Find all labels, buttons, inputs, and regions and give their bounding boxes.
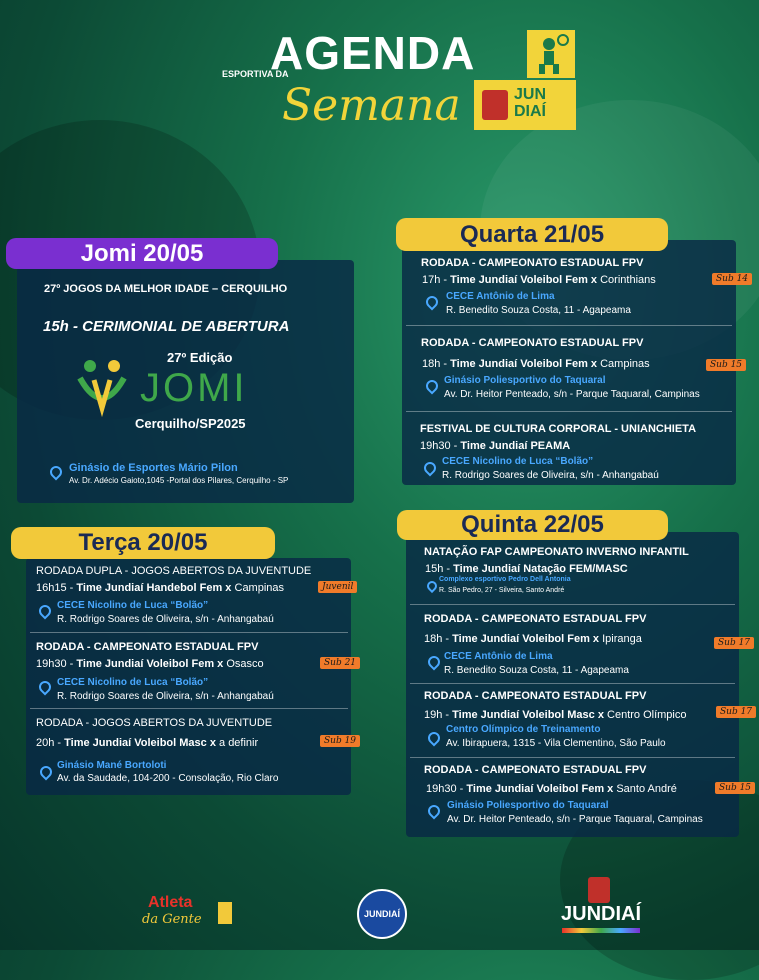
jomi-pill: Jomi 20/05 — [6, 238, 278, 269]
quinta-event-1-team: Time Jundiaí Natação FEM/MASC — [453, 563, 628, 575]
divider — [30, 708, 348, 709]
terca-event-1-opp: Campinas — [234, 582, 285, 594]
terca-event-1-title: RODADA DUPLA - JOGOS ABERTOS DA JUVENTUDE — [36, 565, 312, 577]
divider — [410, 604, 735, 605]
quarta-event-3-venue[interactable]: CECE Nicolino de Luca “Bolão” — [442, 456, 594, 467]
terca-event-2-venue[interactable]: CECE Nicolino de Luca “Bolão” — [57, 677, 209, 688]
quinta-event-2-time: 18h - — [424, 633, 450, 645]
quinta-event-2-venue[interactable]: CECE Antônio de Lima — [444, 651, 553, 662]
quarta-event-2-venue[interactable]: Ginásio Poliesportivo do Taquaral — [444, 375, 606, 386]
title-esportiva: ESPORTIVA DA — [222, 69, 289, 79]
jomi-event: 27º JOGOS DA MELHOR IDADE – CERQUILHO — [44, 283, 288, 295]
quinta-pill: Quinta 22/05 — [397, 510, 668, 540]
atleta-logo-sub: da Gente — [142, 912, 202, 927]
basketball-logo-icon — [527, 30, 575, 78]
quarta-event-1-venue[interactable]: CECE Antônio de Lima — [446, 291, 555, 302]
terca-event-3-team: Time Jundiaí Voleibol Masc x — [64, 737, 216, 749]
jundiai-brand: JUN DIAÍ — [514, 86, 547, 120]
jomi-address: Av. Dr. Adécio Gaioto,1045 -Portal dos Pilares, Cerquilho - SP — [69, 476, 289, 485]
quarta-event-3-team: Time Jundiaí PEAMA — [460, 440, 571, 452]
terca-pill: Terça 20/05 — [11, 527, 275, 559]
atleta-logo: Atleta — [148, 894, 193, 911]
terca-event-2-badge: Sub 21 — [320, 657, 360, 669]
divider — [406, 411, 732, 412]
terca-event-3-badge: Sub 19 — [320, 735, 360, 747]
quinta-event-2-address: R. Benedito Souza Costa, 11 - Agapeama — [444, 665, 629, 676]
quarta-event-2-opp: Campinas — [600, 358, 650, 370]
quarta-event-1-time: 17h - — [422, 274, 448, 286]
jomi-headline: 15h - CERIMONIAL DE ABERTURA — [43, 318, 290, 335]
quinta-event-4-address: Av. Dr. Heitor Penteado, s/n - Parque Taquaral, Campinas — [447, 814, 703, 825]
terca-event-1-team: Time Jundiaí Handebol Fem x — [76, 582, 232, 594]
quinta-event-4-venue[interactable]: Ginásio Poliesportivo do Taquaral — [447, 800, 609, 811]
quarta-event-3-address: R. Rodrigo Soares de Oliveira, s/n - Anhangabaú — [442, 470, 659, 481]
quarta-event-2-time: 18h - — [422, 358, 448, 370]
terca-event-2-team: Time Jundiaí Voleibol Fem x — [76, 658, 224, 670]
quarta-event-2-badge: Sub 15 — [706, 359, 746, 371]
jomi-logo-text: JOMI — [140, 366, 248, 410]
center-seal: JUNDIAÍ — [357, 889, 407, 939]
quarta-event-1-badge: Sub 14 — [712, 273, 752, 285]
quinta-event-3-title: RODADA - CAMPEONATO ESTADUAL FPV — [424, 690, 647, 702]
terca-event-1-venue[interactable]: CECE Nicolino de Luca “Bolão” — [57, 600, 209, 611]
divider — [30, 632, 348, 633]
quinta-event-3-venue[interactable]: Centro Olímpico de Treinamento — [446, 724, 601, 735]
jundiai-logo — [474, 80, 576, 130]
header — [0, 0, 759, 140]
quinta-event-3-address: Av. Ibirapuera, 1315 - Vila Clementino, São Paulo — [446, 738, 666, 749]
terca-event-3-time: 20h - — [36, 737, 62, 749]
quinta-event-4-team: Time Jundiaí Voleibol Fem x — [466, 783, 614, 795]
terca-event-2-opp: Osasco — [226, 658, 264, 670]
quarta-event-2-team: Time Jundiaí Voleibol Fem x — [450, 358, 598, 370]
terca-event-1-address: R. Rodrigo Soares de Oliveira, s/n - Anhangabaú — [57, 614, 274, 625]
jomi-logo-icon — [74, 358, 130, 418]
title-semana: Semana — [282, 80, 461, 131]
quarta-pill: Quarta 21/05 — [396, 218, 668, 251]
quinta-event-1-time: 15h - — [425, 563, 451, 575]
divider — [410, 757, 735, 758]
quinta-event-3-time: 19h - — [424, 709, 450, 721]
quinta-event-2-badge: Sub 17 — [714, 637, 754, 649]
quarta-event-2-title: RODADA - CAMPEONATO ESTADUAL FPV — [421, 337, 644, 349]
quinta-event-3-opp: Centro Olímpico — [607, 709, 687, 721]
quinta-event-2-opp: Ipiranga — [602, 633, 642, 645]
quinta-event-2-team: Time Jundiaí Voleibol Fem x — [452, 633, 600, 645]
terca-event-1-badge: Juvenil — [318, 581, 357, 593]
quinta-event-4-title: RODADA - CAMPEONATO ESTADUAL FPV — [424, 764, 647, 776]
quinta-event-4-opp: Santo André — [616, 783, 677, 795]
quinta-event-1-address: R. São Pedro, 27 - Silveira, Santo André — [439, 587, 565, 594]
quinta-event-4-badge: Sub 15 — [715, 782, 755, 794]
quarta-event-1-title: RODADA - CAMPEONATO ESTADUAL FPV — [421, 257, 644, 269]
quinta-event-3-team: Time Jundiaí Voleibol Masc x — [452, 709, 604, 721]
quinta-event-1-title: NATAÇÃO FAP CAMPEONATO INVERNO INFANTIL — [424, 546, 689, 558]
terca-event-3-address: Av. da Saudade, 104-200 - Consolação, Rio Claro — [57, 773, 279, 784]
terca-event-1-time: 16h15 - — [36, 582, 74, 594]
jomi-city: Cerquilho/SP2025 — [135, 416, 246, 431]
divider — [410, 683, 735, 684]
quinta-event-2-title: RODADA - CAMPEONATO ESTADUAL FPV — [424, 613, 647, 625]
terca-event-2-address: R. Rodrigo Soares de Oliveira, s/n - Anhangabaú — [57, 691, 274, 702]
quarta-event-1-opp: Corinthians — [600, 274, 656, 286]
quinta-event-3-badge: Sub 17 — [716, 706, 756, 718]
prefeitura-color-bar — [562, 928, 640, 933]
terca-event-3-venue[interactable]: Ginásio Mané Bortoloti — [57, 760, 167, 771]
terca-event-2-time: 19h30 - — [36, 658, 74, 670]
quinta-event-1-venue[interactable]: Complexo esportivo Pedro Dell Antonia — [439, 576, 571, 583]
atleta-logo-icon — [218, 902, 232, 924]
quarta-event-1-team: Time Jundiaí Voleibol Fem x — [450, 274, 598, 286]
prefeitura-crest-icon — [588, 877, 610, 903]
quarta-event-3-time: 19h30 - — [420, 440, 458, 452]
terca-event-3-opp: a definir — [219, 737, 259, 749]
divider — [406, 325, 732, 326]
city-crest-icon — [482, 90, 508, 120]
quarta-event-3-title: FESTIVAL DE CULTURA CORPORAL - UNIANCHIETA — [420, 423, 697, 435]
title-agenda: AGENDA — [270, 27, 476, 79]
prefeitura-logo: JUNDIAÍ — [561, 903, 642, 925]
terca-event-2-title: RODADA - CAMPEONATO ESTADUAL FPV — [36, 641, 259, 653]
jomi-edition: 27º Edição — [167, 350, 233, 365]
quinta-event-4-time: 19h30 - — [426, 783, 464, 795]
quarta-event-2-address: Av. Dr. Heitor Penteado, s/n - Parque Taquaral, Campinas — [444, 389, 700, 400]
quarta-event-1-address: R. Benedito Souza Costa, 11 - Agapeama — [446, 305, 631, 316]
terca-event-3-title: RODADA - JOGOS ABERTOS DA JUVENTUDE — [36, 717, 273, 729]
jomi-venue[interactable]: Ginásio de Esportes Mário Pilon — [69, 462, 238, 474]
